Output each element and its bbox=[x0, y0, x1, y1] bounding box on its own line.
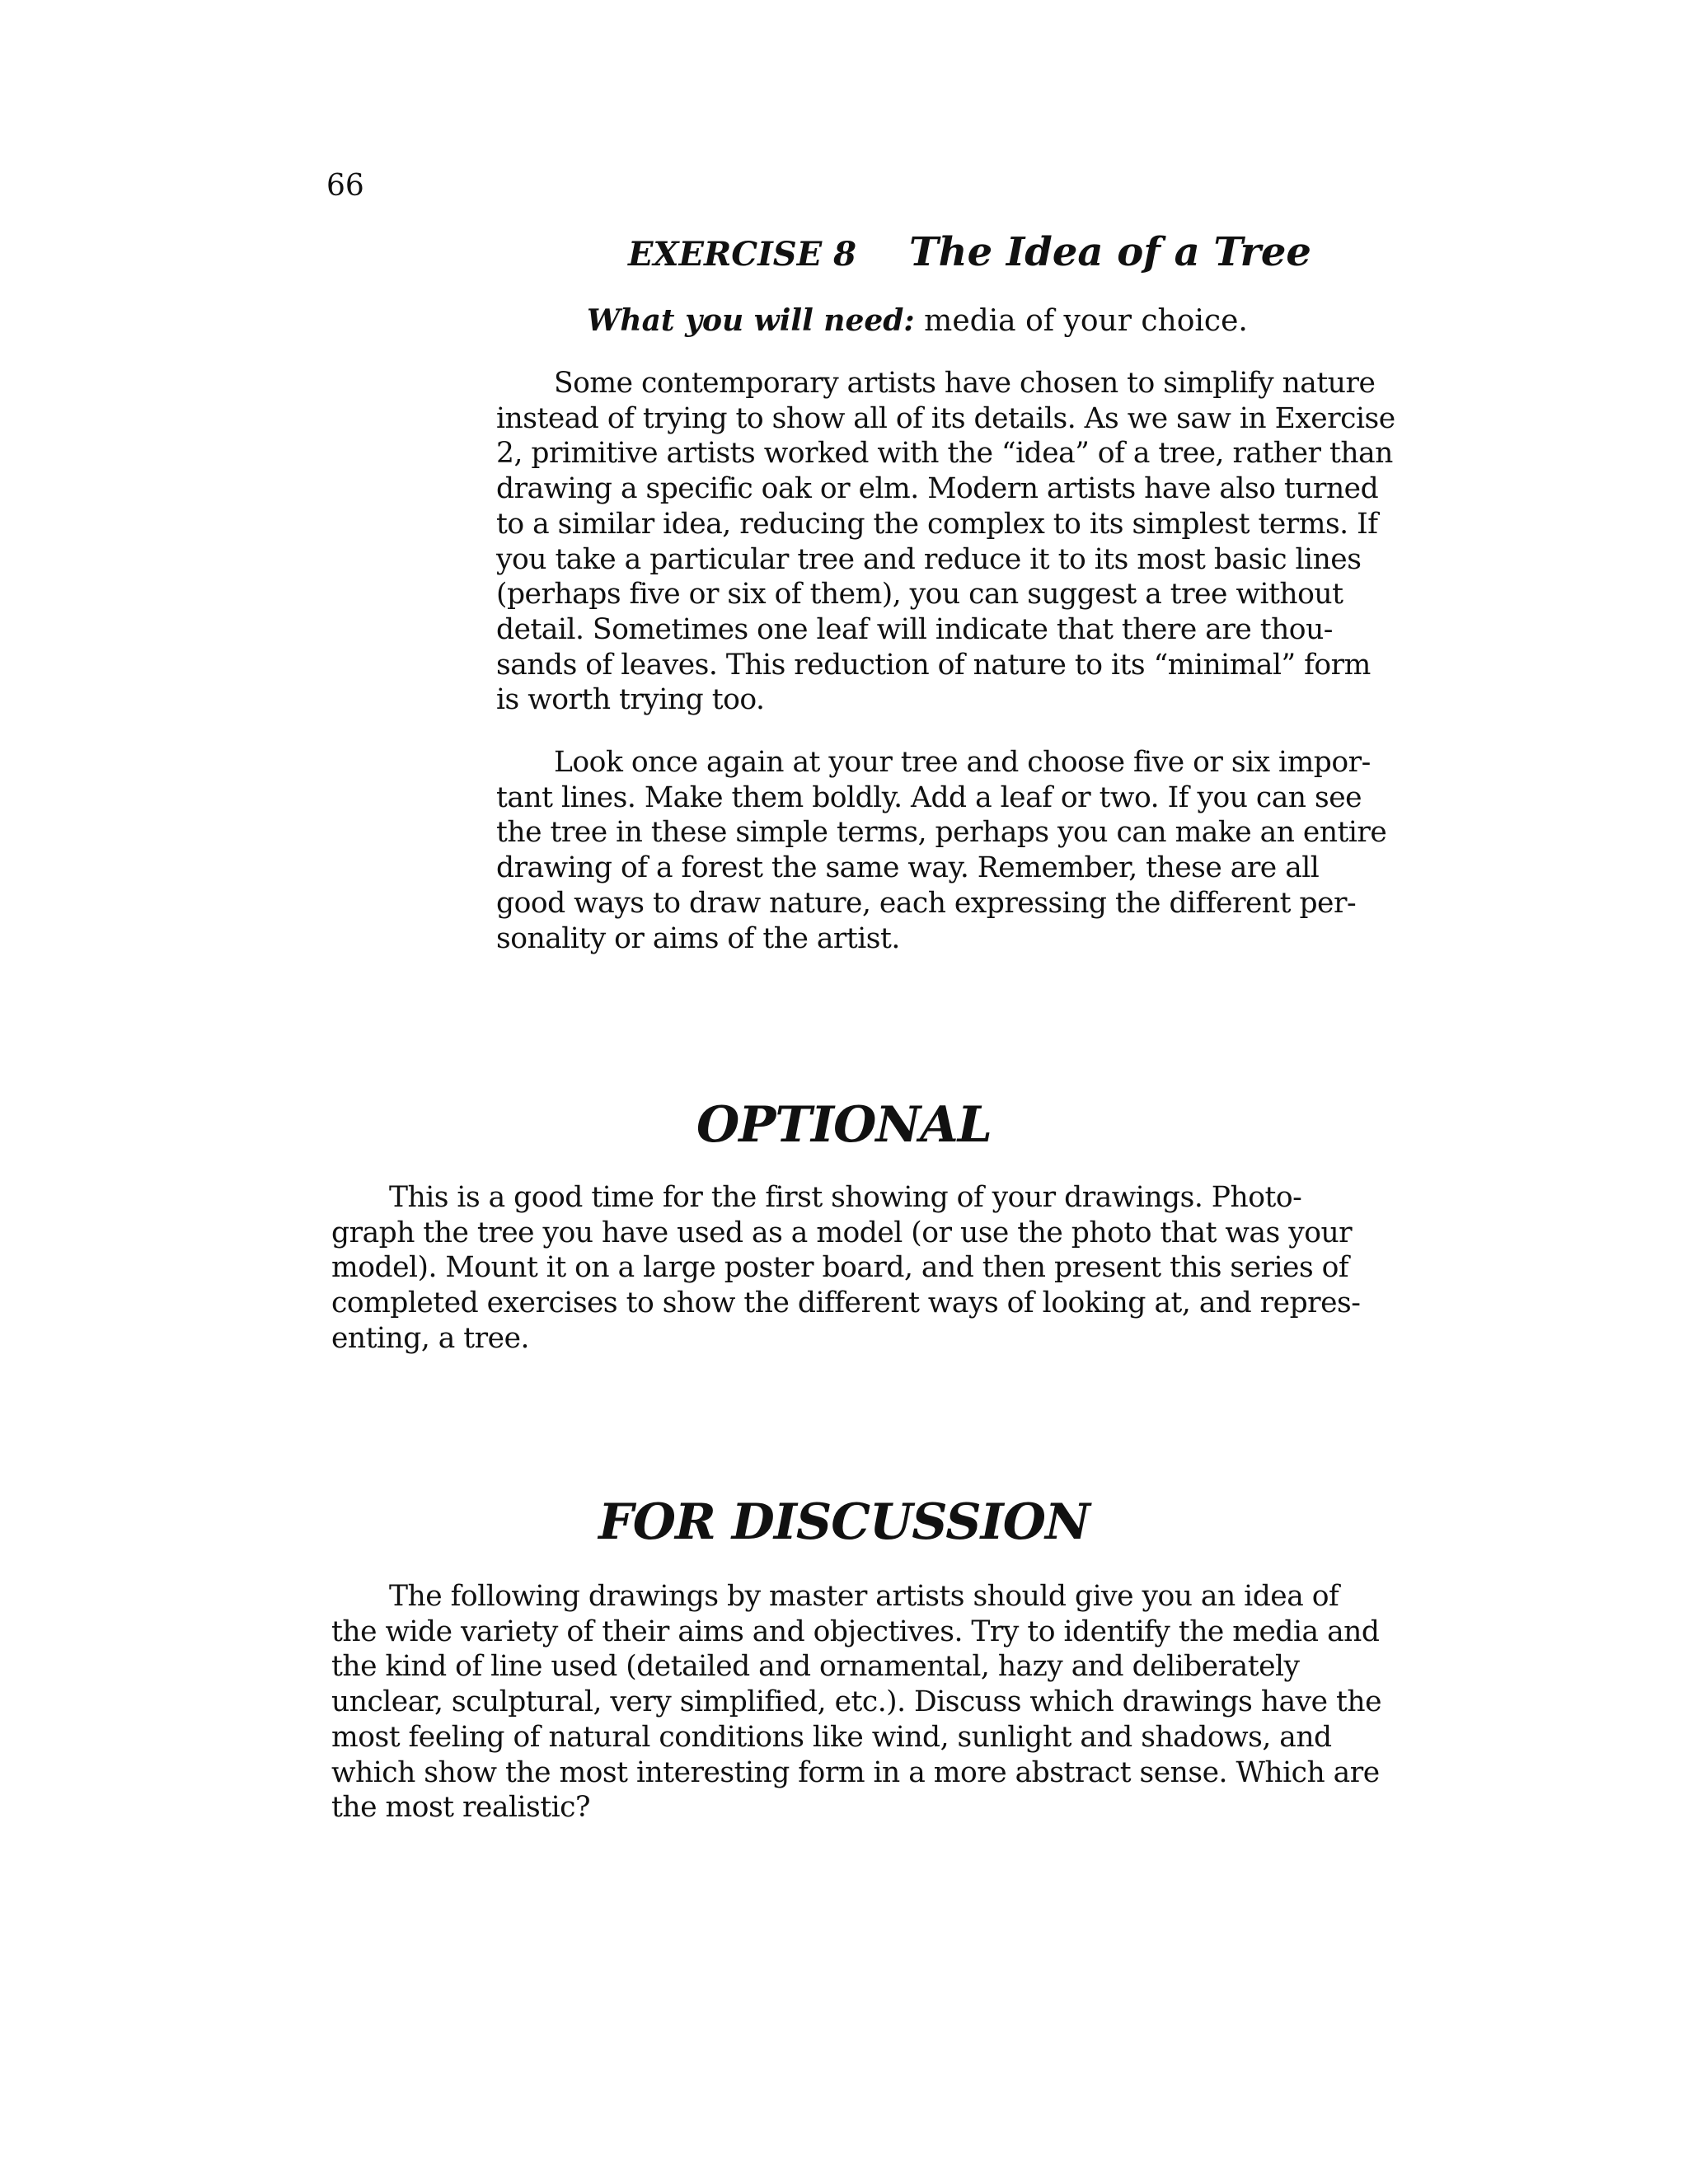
exercise-heading bbox=[628, 229, 1311, 278]
text-line: tant lines. Make them boldly. Add a leaf or two. If you can see bbox=[496, 780, 1362, 814]
text-line: graph the tree you have used as a model (or use the photo that was your bbox=[331, 1216, 1353, 1249]
exercise-title: The Idea of a Tree bbox=[908, 229, 1311, 275]
materials-text: media of your choice. bbox=[914, 304, 1248, 338]
text-line: unclear, sculptural, very simplified, etc.). Discuss which drawings have the bbox=[331, 1685, 1382, 1719]
text-line: The following drawings by master artists should give you an idea of bbox=[389, 1580, 1339, 1613]
exercise-paragraph-2 bbox=[496, 745, 1386, 956]
text-line: drawing a specific oak or elm. Modern artists have also turned bbox=[496, 472, 1379, 506]
text-line: 2, primitive artists worked with the “idea” of a tree, rather than bbox=[496, 437, 1393, 471]
text-line: the tree in these simple terms, perhaps you can make an entire bbox=[496, 816, 1387, 850]
text-line: This is a good time for the first showing of your drawings. Photo- bbox=[389, 1181, 1302, 1214]
text-line: is worth trying too. bbox=[496, 683, 765, 717]
materials-label: What you will need: bbox=[587, 303, 915, 338]
text-line: most feeling of natural conditions like wind, sunlight and shadows, and bbox=[331, 1720, 1332, 1754]
optional-heading: OPTIONAL bbox=[696, 1096, 992, 1154]
text-line: enting, a tree. bbox=[331, 1321, 529, 1355]
page-number: 66 bbox=[326, 169, 364, 203]
text-line: instead of trying to show all of its details. As we saw in Exercise bbox=[496, 401, 1395, 435]
discussion-paragraph bbox=[331, 1579, 1381, 1825]
text-line: the wide variety of their aims and objectives. Try to identify the media and bbox=[331, 1615, 1380, 1648]
text-line: you take a particular tree and reduce it to its most basic lines bbox=[496, 542, 1362, 576]
text-line: the kind of line used (detailed and ornamental, hazy and deliberately bbox=[331, 1650, 1300, 1684]
text-line: drawing of a forest the same way. Remember, these are all bbox=[496, 851, 1320, 885]
text-line: (perhaps five or six of them), you can suggest a tree without bbox=[496, 578, 1343, 612]
text-line: model). Mount it on a large poster board, and then present this series of bbox=[331, 1251, 1349, 1285]
materials-needed bbox=[587, 302, 1248, 340]
text-line: sonality or aims of the artist. bbox=[496, 921, 900, 955]
text-line: Some contemporary artists have chosen to simplify nature bbox=[554, 367, 1376, 400]
text-line: to a similar idea, reducing the complex to its simplest terms. If bbox=[496, 507, 1378, 541]
text-line: completed exercises to show the different ways of looking at, and repres- bbox=[331, 1286, 1361, 1320]
exercise-label: EXERCISE 8 bbox=[628, 235, 856, 274]
text-line: detail. Sometimes one leaf will indicate that there are thou- bbox=[496, 612, 1333, 646]
text-line: which show the most interesting form in a more abstract sense. Which are bbox=[331, 1755, 1380, 1789]
text-line: sands of leaves. This reduction of nature to its “minimal” form bbox=[496, 648, 1371, 682]
text-line: Look once again at your tree and choose five or six impor- bbox=[554, 746, 1371, 779]
optional-paragraph bbox=[331, 1180, 1360, 1357]
text-line: the most realistic? bbox=[331, 1791, 590, 1825]
exercise-paragraph-1 bbox=[496, 366, 1395, 718]
text-line: good ways to draw nature, each expressing the different per- bbox=[496, 886, 1357, 920]
discussion-heading: FOR DISCUSSION bbox=[598, 1493, 1090, 1551]
